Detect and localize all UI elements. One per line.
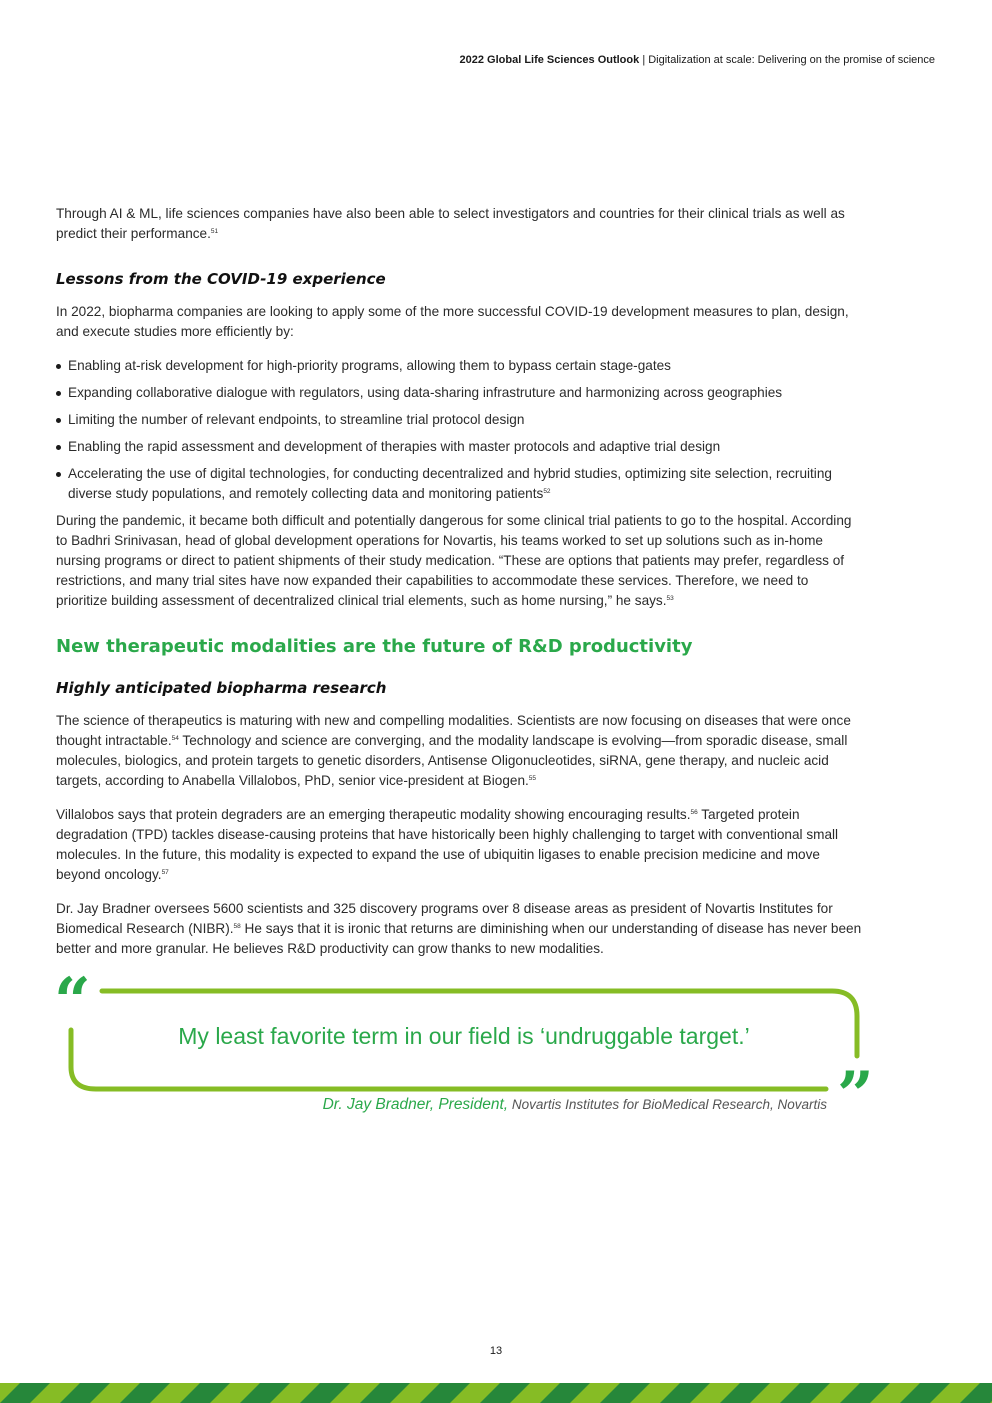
section-title: New therapeutic modalities are the future of R&D productivity: [56, 636, 693, 657]
list-item: Limiting the number of relevant endpoints, to streamline trial protocol design: [56, 410, 862, 430]
report-title: 2022 Global Life Sciences Outlook: [459, 54, 640, 66]
page-number: 13: [489, 1345, 503, 1357]
list-item: Accelerating the use of digital technologies, for conducting decentralized and hybrid studies, optimizing site selection, recruiting diverse study populations, and remotely collecting data and monitoring patients$^{52}$: [56, 464, 862, 504]
pandemic-paragraph: During the pandemic, it became both difficult and potentially dangerous for some clinical trial patients to go to the hospital. According to Badhri Srinivasan, head of global development operations for Novartis, his teams worked to set up solutions such as in-home nursing programs or direct to patient shipments of their study medication. “These are options that patients may prefer, regardless of restrictions, and many trial sites have now expanded their capabilities to accommodate these services. Therefore, we need to prioritize building assessment of decentralized clinical trial elements, such as home nursing,” he says.$^{53}$: [56, 513, 852, 608]
footnote-ref: 55: [528, 775, 537, 782]
lessons-paragraph: In 2022, biopharma companies are looking to apply some of the more successful COVID-19 development measures to plan, design, and execute studies more efficiently by:: [56, 304, 849, 339]
quote-affiliation: Novartis Institutes for BioMedical Research, Novartis: [511, 1097, 827, 1112]
footnote-ref: 58: [233, 923, 241, 930]
intro-paragraph: Through AI & ML, life sciences companies have also been able to select investigators and countries for their clinical trials as well as predict their performance.$^{51}$: [56, 206, 845, 241]
list-item: Enabling at-risk development for high-priority programs, allowing them to bypass certain stage-gates: [56, 356, 862, 376]
villalobos-paragraph: Villalobos says that protein degraders are an emerging therapeutic modality showing encouraging results.$^{56}$ Targeted protein degradation (TPD) tackles disease-causing proteins that have historically been highly challenging to target with conventional small molecules. In the future, this modality is expected to expand the use of ubiquitin ligases to enable precision medicine and move beyond oncology.$^{57}$: [56, 807, 839, 882]
running-header: [460, 54, 935, 66]
quote-author: Dr. Jay Bradner, President,: [322, 1096, 509, 1113]
lessons-heading: Lessons from the COVID-19 experience: [56, 270, 386, 288]
close-quote-icon: ”: [837, 1058, 874, 1133]
list-item: Enabling the rapid assessment and development of therapies with master protocols and adaptive trial design: [56, 437, 862, 457]
footnote-ref: 52: [543, 488, 551, 495]
footnote-ref: 54: [171, 735, 179, 742]
footnote-ref: 57: [161, 869, 169, 876]
pull-quote: [54, 964, 874, 1133]
footnote-ref: 53: [666, 595, 674, 602]
quote-attribution: [323, 1096, 827, 1114]
science-paragraph: The science of therapeutics is maturing with new and compelling modalities. Scientists are now focusing on diseases that were once thought intractable.$^{54}$ Technology and science are converging, and the modality landscape is evolving—from sporadic disease, small molecules, biologics, and protein targets to genetic disorders, Antisense Oligonucleotides, siRNA, gene therapy, and nucleic acid targets, according to Anabella Villalobos, PhD, senior vice-president at Biogen.$^{55}$: [56, 713, 851, 788]
list-item: Expanding collaborative dialogue with regulators, using data-sharing infrastruture and harmonizing across geographies: [56, 383, 862, 403]
measures-list: [56, 356, 862, 504]
quote-text: My least favorite term in our field is ‘undruggable target.’: [178, 1023, 750, 1049]
footer-stripe-band: [0, 1383, 992, 1403]
report-subtitle: Digitalization at scale: Delivering on the promise of science: [648, 54, 935, 66]
bradner-paragraph: Dr. Jay Bradner oversees 5600 scientists and 325 discovery programs over 8 disease areas as president of Novartis Institutes for Biomedical Research (NIBR).$^{58}$ He says that it is ironic that returns are diminishing when our understanding of disease has never been better and more granular. He believes R&D productivity can grow thanks to new modalities.: [56, 901, 862, 956]
open-quote-icon: “: [54, 964, 91, 1039]
main-content: [56, 204, 862, 973]
header-separator: |: [642, 54, 646, 66]
footnote-ref: 56: [690, 809, 698, 816]
footnote-ref: 51: [210, 228, 219, 235]
research-heading: Highly anticipated biopharma research: [56, 679, 387, 697]
